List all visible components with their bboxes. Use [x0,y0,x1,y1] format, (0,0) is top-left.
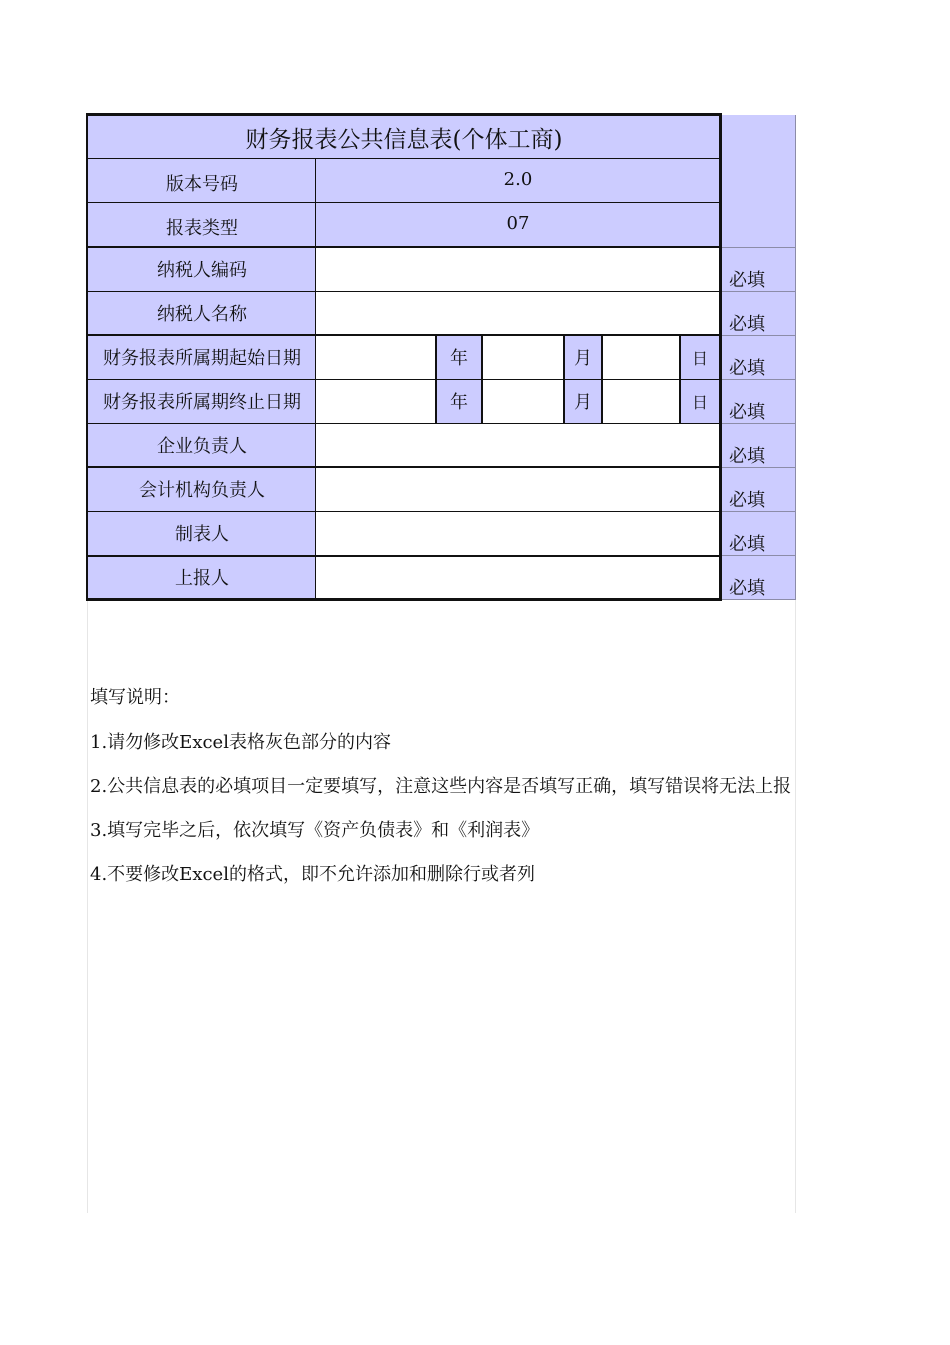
notes-item-2: 2.公共信息表的必填项目一定要填写，注意这些内容是否填写正确，填写错误将无法上报 [90,776,792,797]
period-start-day-field[interactable] [602,335,680,379]
notes-item-4: 4.不要修改Excel的格式，即不允许添加和删除行或者列 [90,864,535,885]
required-note-taxpayer-name: 必填 [721,292,796,336]
version-value: 2.0 [316,159,720,203]
enterprise-head-label: 企业负责人 [88,423,316,467]
required-note-reporter: 必填 [721,556,796,600]
reporter-label: 上报人 [88,555,316,599]
notes-item-1: 1.请勿修改Excel表格灰色部分的内容 [90,732,391,753]
period-start-year-field[interactable] [316,335,436,379]
taxpayer-name-field[interactable] [316,291,720,335]
notes-item-3: 3.填写完毕之后，依次填写《资产负债表》和《利润表》 [90,820,540,841]
taxpayer-name-label: 纳税人名称 [88,291,316,335]
preparer-field[interactable] [316,511,720,555]
period-start-month-field[interactable] [482,335,564,379]
taxpayer-code-field[interactable] [316,247,720,291]
period-end-label: 财务报表所属期终止日期 [88,379,316,423]
period-start-month-label: 月 [564,335,602,379]
enterprise-head-field[interactable] [316,423,720,467]
form-title: 财务报表公共信息表(个体工商) [88,116,720,159]
period-end-day-field[interactable] [602,379,680,423]
required-note-taxpayer-code: 必填 [721,248,796,292]
required-note-period-end: 必填 [721,380,796,424]
preparer-label: 制表人 [88,511,316,555]
period-end-year-field[interactable] [316,379,436,423]
report-type-label: 报表类型 [88,203,316,247]
reporter-field[interactable] [316,555,720,599]
period-start-year-label: 年 [436,335,482,379]
period-end-month-field[interactable] [482,379,564,423]
period-end-month-label: 月 [564,379,602,423]
side-column-top [721,115,796,248]
required-note-preparer: 必填 [721,512,796,556]
period-end-day-label: 日 [680,379,720,423]
taxpayer-code-label: 纳税人编码 [88,247,316,291]
period-start-label: 财务报表所属期起始日期 [88,335,316,379]
period-start-day-label: 日 [680,335,720,379]
required-note-accounting-head: 必填 [721,468,796,512]
version-label: 版本号码 [88,159,316,203]
period-end-year-label: 年 [436,379,482,423]
required-note-enterprise-head: 必填 [721,424,796,468]
notes-heading: 填写说明： [90,687,180,708]
accounting-head-label: 会计机构负责人 [88,467,316,511]
report-type-value: 07 [316,203,720,247]
accounting-head-field[interactable] [316,467,720,511]
required-note-period-start: 必填 [721,336,796,380]
